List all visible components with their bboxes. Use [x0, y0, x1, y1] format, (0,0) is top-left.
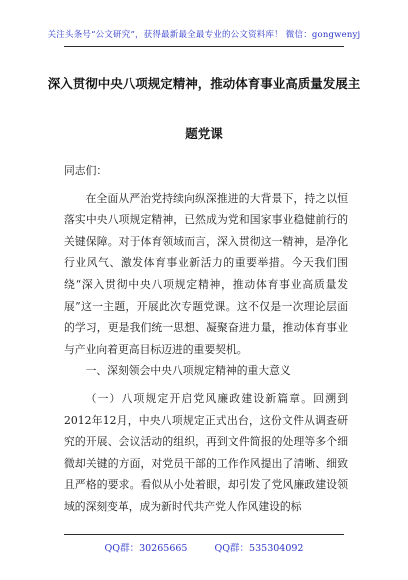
- paragraph-section-1-1: （一）八项规定开启党风廉政建设新篇章。回溯到2012年12月，中央八项规定正式出台，这份文件从调查研究的开展、会议活动的组织，再到文件简报的处理等多个细微却关键的方面，对党员干部的工作作风提出了清晰、细致且严格的要求。看似从小处着眼，却引发了党风廉政建设领域的深刻变革，成为新时代共产党人作风建设的标: [64, 391, 348, 513]
- section-heading-1: 一、深刻领会中央八项规定精神的重大意义: [85, 364, 291, 378]
- header-divider: [64, 46, 344, 47]
- document-title-line-1: 深入贯彻中央八项规定精神，推动体育事业高质量发展主: [47, 76, 361, 91]
- footer-qq-group-2: QQ群：535304092: [214, 543, 304, 554]
- footer-divider: [64, 534, 344, 535]
- footer-contact: [0, 540, 408, 554]
- document-title-line-2: 题党课: [185, 126, 223, 141]
- greeting: 同志们：: [64, 164, 108, 177]
- footer-qq-group-1: QQ群：30265665: [104, 543, 188, 554]
- header-promo-note: 关注头条号“公文研究”，获得最新最全最专业的公文资料库！ 微信：gongwenyj: [47, 30, 361, 40]
- paragraph-intro: 在全面从严治党持续向纵深推进的大背景下，持之以恒落实中央八项规定精神，已然成为党和国家事业稳健前行的关键保障。对于体育领域而言，深入贯彻这一精神，是净化行业风气、激发体育事业新活力的重要举措。今天我们围绕“深入贯彻中央八项规定精神，推动体育事业高质量发展”这一主题，开展此次专题党课。这不仅是一次理论层面的学习，更是我们统一思想、凝聚奋进力量，推动体育事业与产业向着更高目标迈进的重要契机。: [64, 191, 348, 356]
- document-body: [64, 160, 348, 518]
